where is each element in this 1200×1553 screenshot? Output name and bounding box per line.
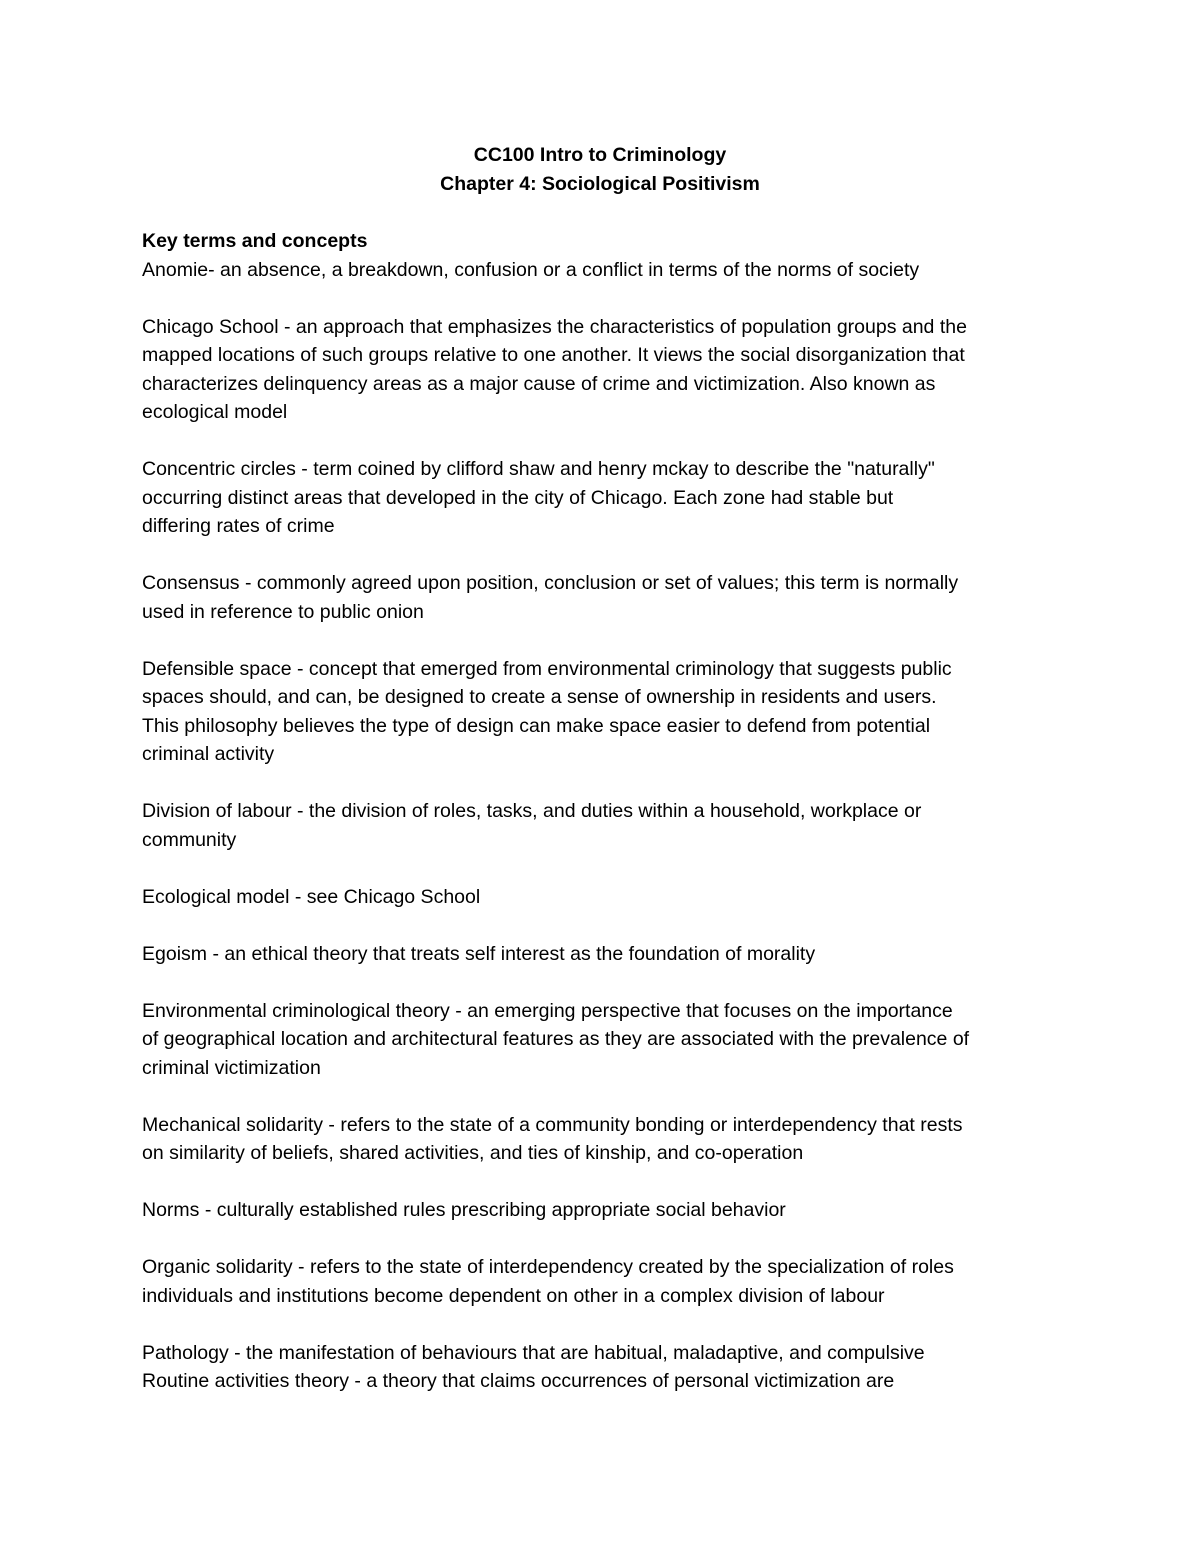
term-concentric-circles: Concentric circles - term coined by clifford shaw and henry mckay to describe the "naturally" occurring distinct areas that developed in the city of Chicago. Each zone had stable but differing rates of crime [142, 458, 935, 537]
chapter-subtitle: Chapter 4: Sociological Positivism [440, 172, 760, 195]
term-division-of-labour: Division of labour - the division of roles, tasks, and duties within a household, workplace or community [142, 800, 922, 851]
term-norms: Norms - culturally established rules prescribing appropriate social behavior [142, 1199, 786, 1221]
term-mechanical-solidarity: Mechanical solidarity - refers to the state of a community bonding or interdependency that rests on similarity of beliefs, shared activities, and ties of kinship, and co-operation [142, 1113, 963, 1164]
section-heading: Key terms and concepts [142, 230, 368, 252]
term-consensus: Consensus - commonly agreed upon position, conclusion or set of values; this term is normally used in reference to public onion [142, 572, 959, 623]
term-routine-activities-theory: Routine activities theory - a theory that claims occurrences of personal victimization are [142, 1370, 895, 1392]
term-anomie: Anomie- an absence, a breakdown, confusion or a conflict in terms of the norms of society [142, 258, 920, 281]
term-pathology: Pathology - the manifestation of behaviours that are habitual, maladaptive, and compulsive [142, 1341, 925, 1364]
term-defensible-space: Defensible space - concept that emerged from environmental criminology that suggests public spaces should, and can, be designed to create a sense of ownership in residents and users. This philosophy believes the type of design can make space easier to defend from potential criminal activity [142, 657, 952, 765]
term-egoism: Egoism - an ethical theory that treats self interest as the foundation of morality [142, 942, 816, 965]
term-chicago-school: Chicago School - an approach that emphasizes the characteristics of population groups and the mapped locations of such groups relative to one another. It views the social disorganization that characterizes delinquency areas as a major cause of crime and victimization. Also known as ecological model [142, 315, 967, 423]
term-ecological-model: Ecological model - see Chicago School [142, 885, 481, 908]
term-organic-solidarity: Organic solidarity - refers to the state of interdependency created by the specialization of roles individuals and institutions become dependent on other in a complex division of labour [142, 1256, 954, 1307]
term-environmental-criminological-theory: Environmental criminological theory - an emerging perspective that focuses on the importance of geographical location and architectural features as they are associated with the prevalence of criminal victimization [142, 999, 970, 1079]
document-body [142, 227, 1072, 1396]
title-block [0, 141, 1200, 198]
document-title: CC100 Intro to Criminology [473, 144, 727, 166]
